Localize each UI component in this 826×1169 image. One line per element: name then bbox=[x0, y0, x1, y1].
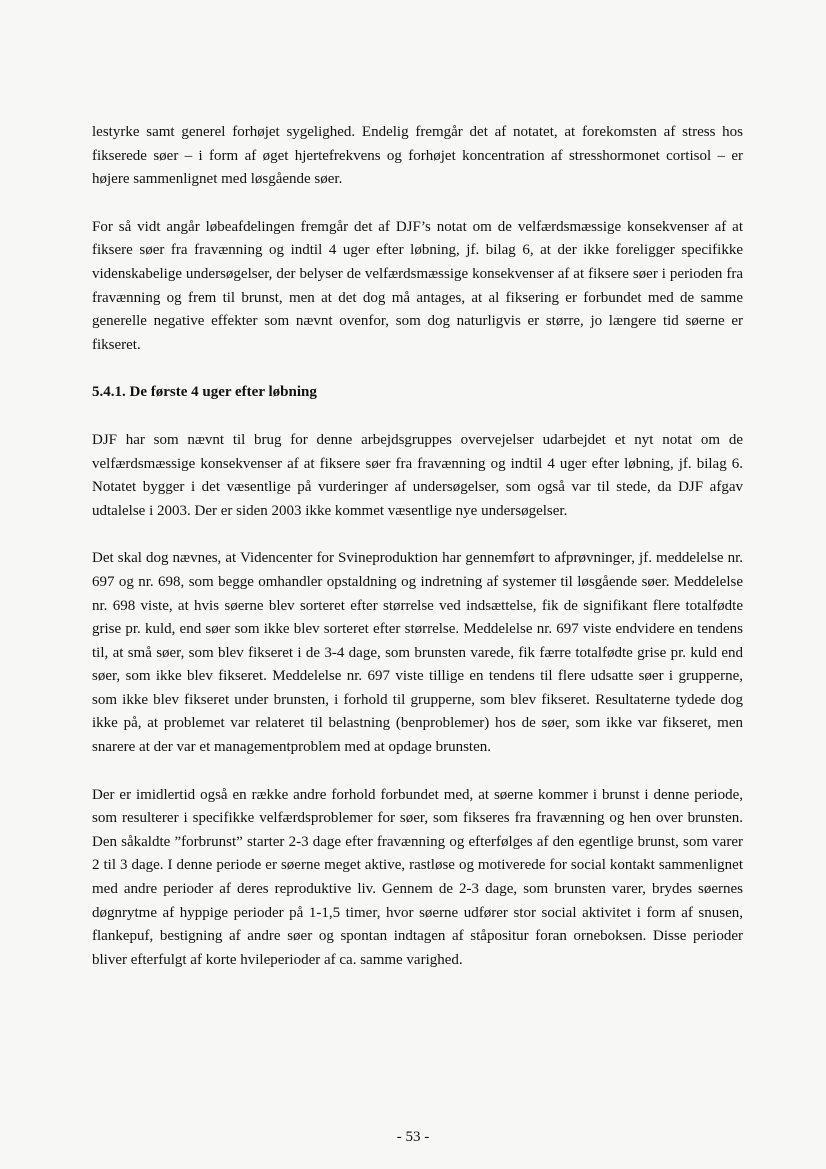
section-heading: 5.4.1. De første 4 uger efter løbning bbox=[92, 384, 317, 401]
paragraph-brunst: Der er imidlertid også en række andre forhold forbundet med, at søerne kommer i brunst i denne periode, som resulterer i specifikke velfærdsproblemer for søer, som fikseres fra fravænning og hen over brunsten. Den såkaldte ”forbrunst” starter 2-3 dage efter fravænning og efterfølges af den egentlige brunst, som varer 2 til 3 dage. I denne periode er søerne meget aktive, rastløse og motiverede for social kontakt sammenlignet med andre perioder af deres reproduktive liv. Gennem de 2-3 dage, som brunsten varer, brydes søernes døgnrytme af hyppige perioder på 1-1,5 timer, hvor søerne udfører stor social aktivitet i form af snusen, flankepuf, bestigning af andre søer og spontan indtagen af ståpositur foran orneboksen. Disse perioder bliver efterfulgt af korte hvileperioder af ca. samme varighed. bbox=[92, 786, 743, 968]
paragraph-videncenter: Det skal dog nævnes, at Videncenter for Svineproduktion har gennemført to afprøvninger, jf. meddelelse nr. 697 og nr. 698, som begge omhandler opstaldning og indretning af systemer til løsgående søer. Meddelelse nr. 698 viste, at hvis søerne blev sorteret efter størrelse ved indsættelse, fik de signifikant flere totalfødte grise pr. kuld, end søer som ikke blev sorteret efter størrelse. Meddelelse nr. 697 viste endvidere en tendens til, at små søer, som blev fikseret i de 3-4 dage, som brunsten varede, fik færre totalfødte grise pr. kuld end søer, som ikke blev fikseret. Meddelelse nr. 697 viste tillige en tendens til flere udsatte søer i grupperne, som ikke blev fikseret under brunsten, i forhold til grupperne, som blev fikseret. Resultaterne tydede dog ikke på, at problemet var relateret til belastning (benproblemer) hos de søer, som ikke var fikseret, men snarere at der var et managementproblem med at opdage brunsten. bbox=[92, 550, 743, 756]
paragraph-stress-cortisol: lestyrke samt generel forhøjet sygelighed. Endelig fremgår det af notatet, at forekomsten af stress hos fikserede søer – i form af øget hjertefrekvens og forhøjet koncentration af stresshormonet cortisol – er højere sammenlignet med løsgående søer. bbox=[92, 124, 743, 188]
paragraph-djf-notat: DJF har som nævnt til brug for denne arbejdsgruppes overvejelser udarbejdet et nyt notat om de velfærdsmæssige konsekvenser af at fiksere søer fra fravænning og indtil 4 uger efter løbning, jf. bilag 6. Notatet bygger i det væsentlige på vurderinger af undersøgelser, som også var til stede, da DJF afgav udtalelse i 2003. Der er siden 2003 ikke kommet væsentlige nye undersøgelser. bbox=[92, 431, 743, 519]
page-number: - 53 - bbox=[396, 1129, 430, 1145]
paragraph-loebeafdelingen: For så vidt angår løbeafdelingen fremgår det af DJF’s notat om de velfærdsmæssige konsekvenser af at fiksere søer fra fravænning og indtil 4 uger efter løbning, jf. bilag 6, at der ikke foreligger specifikke videnskabelige undersøgelser, der belyser de velfærdsmæssige konsekvenser af at fiksere søer i perioden fra fravænning og frem til brunst, men at det dog må antages, at al fiksering er forbundet med de samme generelle negative effekter som nævnt ovenfor, som dog naturligvis er større, jo længere tid søerne er fikseret. bbox=[92, 218, 743, 353]
document-body bbox=[92, 121, 743, 972]
